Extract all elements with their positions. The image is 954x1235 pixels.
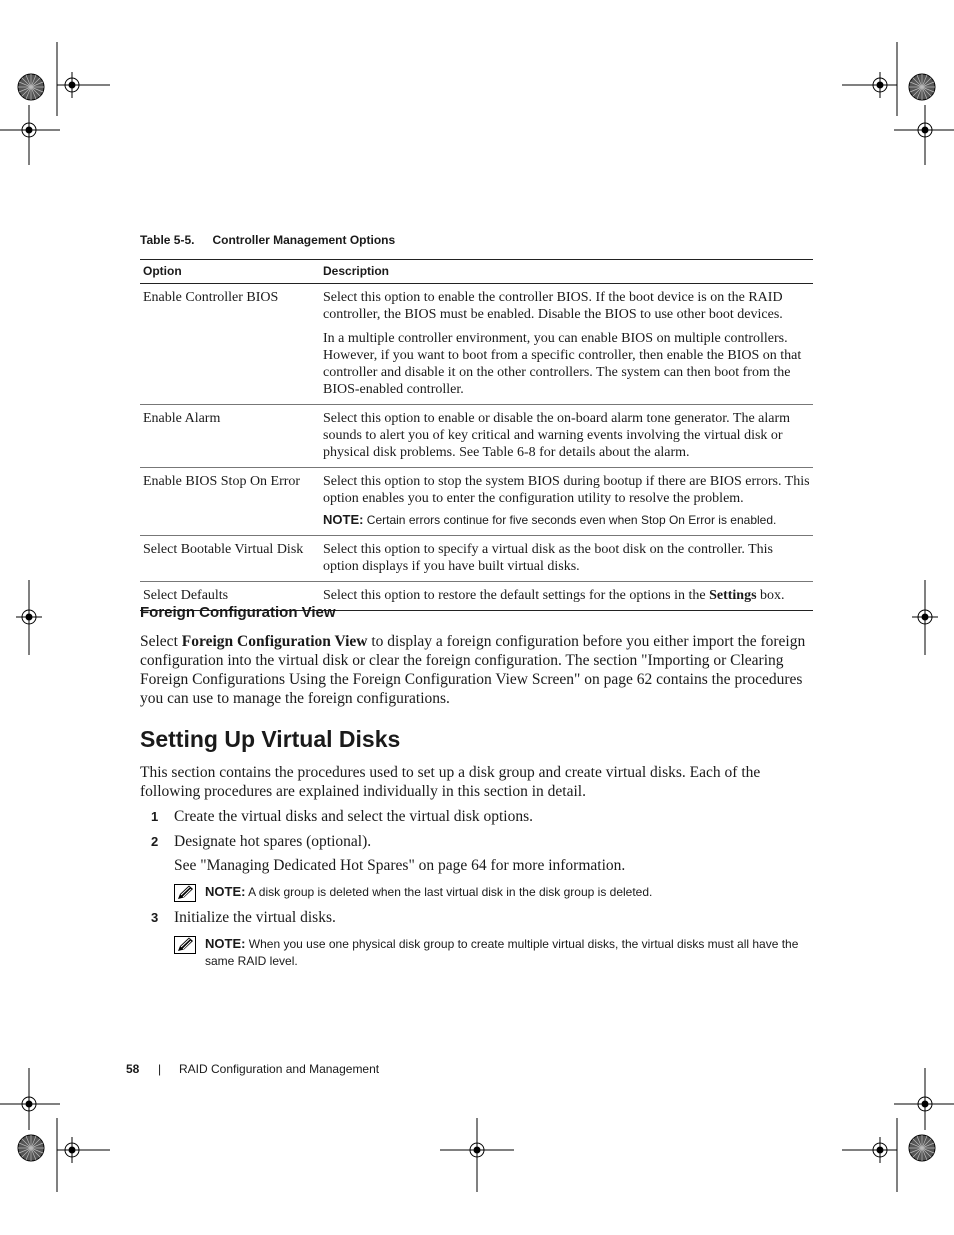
table-row: [140, 468, 813, 536]
section-heading-foreign-config: Foreign Configuration View: [140, 604, 336, 621]
table-caption-label: Table 5-5.: [140, 233, 195, 247]
description-cell: [320, 284, 813, 405]
table-header-row: [140, 260, 813, 284]
note-text: When you use one physical disk group to create multiple virtual disks, the virtual disks must all have the same RAID level.: [205, 937, 799, 968]
note-pencil-icon: [174, 884, 196, 902]
description-text: box.: [760, 588, 785, 603]
description-paragraph: Select this option to enable or disable the on-board alarm tone generator. The alarm sounds to alert you of key critical and warning events involving the virtual disk or physical disk problems. See Table 6-8 for details about the alarm.: [323, 411, 791, 460]
option-cell: Select Bootable Virtual Disk: [140, 536, 320, 582]
step-number: 1: [151, 809, 159, 824]
page-number: 58: [126, 1062, 140, 1076]
foreign-config-paragraph: [140, 632, 815, 708]
setup-intro-paragraph: This section contains the procedures used to set up a disk group and create virtual disks. Each of the following procedures are explained individually in this section in detail.: [140, 764, 761, 800]
table-caption-title: Controller Management Options: [212, 233, 396, 247]
note-text: A disk group is deleted when the last virtual disk in the disk group is deleted.: [248, 885, 653, 899]
step-text: Initialize the virtual disks.: [174, 909, 336, 926]
description-bold-term: Settings: [709, 588, 757, 603]
description-text: Select this option to restore the default settings for the options in the: [323, 588, 706, 603]
footer-separator: |: [158, 1062, 162, 1076]
step-item: [151, 908, 336, 927]
note-text: Certain errors continue for five seconds even when Stop On Error is enabled.: [366, 513, 777, 527]
description-cell: [320, 468, 813, 536]
paragraph-text: Select: [140, 633, 178, 650]
description-paragraph: Select this option to enable the controller BIOS. If the boot device is on the RAID controller, the BIOS must be enabled. Disable the BIOS to use other boot devices.: [323, 290, 783, 322]
note-label: NOTE:: [205, 884, 246, 899]
table-row: [140, 405, 813, 468]
step-subtext: See "Managing Dedicated Hot Spares" on page 64 for more information.: [174, 857, 626, 874]
table-row: [140, 536, 813, 582]
controller-options-table: [140, 259, 813, 611]
table-caption: [140, 233, 395, 247]
section-heading-setup: Setting Up Virtual Disks: [140, 726, 401, 752]
paragraph-text: to display a foreign configuration before you either import the foreign configuration into the virtual disk or clear the foreign configuration. The section "Importing or Clearing Foreign Configurations Using the Foreign Configuration View Screen" on page 62 contains the procedures you can use to manage the foreign configurations.: [140, 633, 806, 707]
option-cell: Enable Controller BIOS: [140, 284, 320, 405]
step-text: Designate hot spares (optional).: [174, 833, 372, 850]
note-label: NOTE:: [323, 512, 364, 527]
description-cell: [320, 582, 813, 611]
description-paragraph: Select this option to stop the system BIOS during bootup if there are BIOS errors. This option enables you to enter the configuration utility to resolve the problem.: [323, 474, 810, 506]
inline-note: [323, 511, 810, 529]
step-number: 2: [151, 834, 159, 849]
table-row: [140, 284, 813, 405]
description-paragraph: Select this option to specify a virtual disk as the boot disk on the controller. This option displays if you have built virtual disks.: [323, 542, 774, 574]
option-cell: Enable BIOS Stop On Error: [140, 468, 320, 536]
note-block: [174, 883, 814, 901]
step-item: [151, 807, 533, 826]
note-pencil-icon: [174, 936, 196, 954]
column-header-option: Option: [140, 260, 320, 284]
step-text: Create the virtual disks and select the virtual disk options.: [174, 808, 534, 825]
option-cell: Select Defaults: [140, 582, 320, 611]
column-header-description: Description: [320, 260, 813, 284]
note-label: NOTE:: [205, 936, 246, 951]
description-cell: [320, 536, 813, 582]
note-block: [174, 935, 814, 970]
option-cell: Enable Alarm: [140, 405, 320, 468]
step-item: [151, 832, 371, 851]
description-cell: [320, 405, 813, 468]
step-number: 3: [151, 910, 159, 925]
footer-chapter-title: RAID Configuration and Management: [179, 1062, 380, 1076]
description-paragraph: In a multiple controller environment, you can enable BIOS on multiple controllers. However, if you want to boot from a specific controller, then enable the BIOS on that controller and disable it on the other controllers. The system can then boot from the BIOS-enabled controller.: [323, 331, 802, 397]
bold-term: Foreign Configuration View: [181, 633, 368, 650]
